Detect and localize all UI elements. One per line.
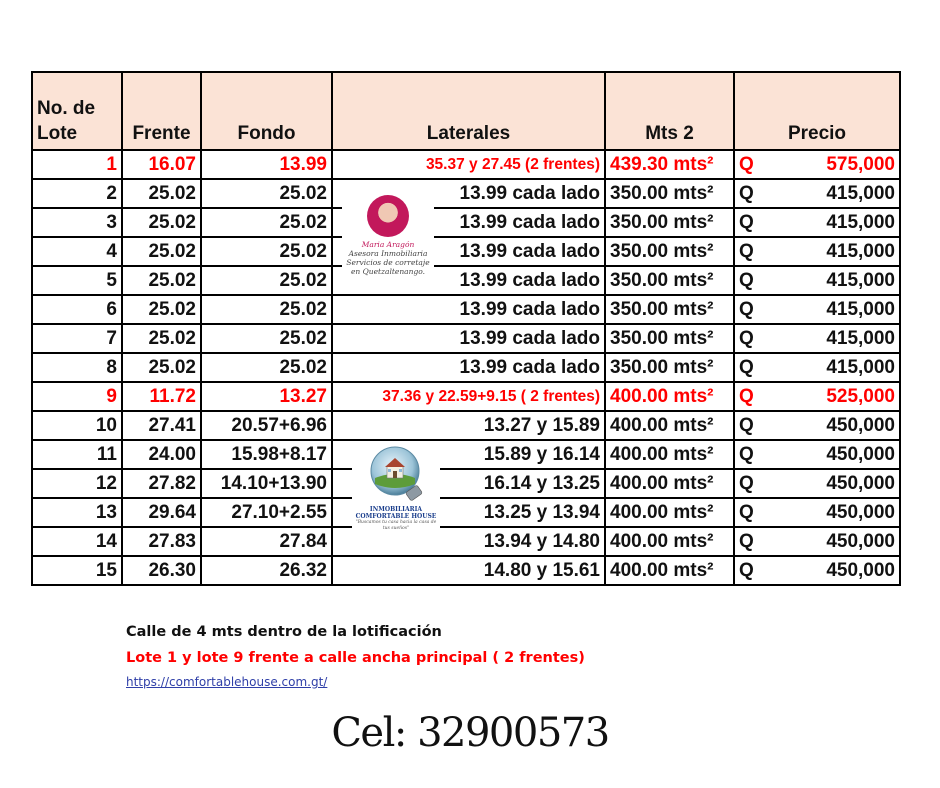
agent-avatar [367,195,409,237]
cell-fondo: 25.02 [201,353,332,382]
table-row [32,498,900,527]
cell-mts: 350.00 mts² [605,208,734,237]
cell-precio [734,324,900,353]
agent-line1: Asesora Inmobiliaria [348,249,428,258]
cell-laterales: 13.99 cada lado [332,324,605,353]
note-street: Calle de 4 mts dentro de la lotificación [126,624,442,640]
cell-frente: 16.07 [122,150,201,179]
company-logo [352,444,440,532]
cell-frente: 26.30 [122,556,201,585]
cell-frente: 25.02 [122,179,201,208]
cell-precio [734,527,900,556]
cell-laterales: 13.99 cada lado [332,266,605,295]
cell-frente: 27.82 [122,469,201,498]
cell-mts: 400.00 mts² [605,556,734,585]
logo-slogan: "Buscamos tu casa hacia la casa de tus sueños" [355,520,437,531]
cell-mts: 400.00 mts² [605,382,734,411]
header-frente: Frente [122,72,201,150]
cell-laterales: 13.25 y 13.94 [332,498,605,527]
cell-fondo: 14.10+13.90 [201,469,332,498]
cell-laterales: 13.99 cada lado [332,179,605,208]
cell-precio [734,440,900,469]
table-row [32,324,900,353]
website-link[interactable]: https://comfortablehouse.com.gt/ [126,675,328,689]
table-row [32,382,900,411]
cell-lote: 13 [32,498,122,527]
cell-laterales: 13.99 cada lado [332,237,605,266]
cell-mts: 350.00 mts² [605,353,734,382]
cell-mts: 439.30 mts² [605,150,734,179]
cell-fondo: 20.57+6.96 [201,411,332,440]
table-row [32,295,900,324]
agent-name: Maria Aragón [361,240,415,249]
cell-precio [734,150,900,179]
currency-symbol: Q [739,154,754,175]
note-frontage: Lote 1 y lote 9 frente a calle ancha principal ( 2 frentes) [126,650,585,666]
table-row [32,266,900,295]
currency-symbol: Q [739,444,754,465]
cell-mts: 400.00 mts² [605,411,734,440]
cell-precio [734,411,900,440]
currency-symbol: Q [739,473,754,494]
currency-symbol: Q [739,299,754,320]
cell-frente: 25.02 [122,353,201,382]
cell-mts: 350.00 mts² [605,179,734,208]
price-amount: 415,000 [826,270,895,291]
table-row [32,527,900,556]
table-row [32,150,900,179]
table-body [32,150,900,585]
phone-number: Cel: 32900573 [331,710,609,756]
header-lote: No. de Lote [32,72,122,150]
lots-table [31,71,901,586]
price-amount: 415,000 [826,357,895,378]
cell-mts: 400.00 mts² [605,498,734,527]
cell-mts: 400.00 mts² [605,469,734,498]
cell-lote: 11 [32,440,122,469]
cell-mts: 350.00 mts² [605,266,734,295]
cell-fondo: 13.99 [201,150,332,179]
cell-frente: 27.83 [122,527,201,556]
cell-fondo: 25.02 [201,179,332,208]
header-mts: Mts 2 [605,72,734,150]
cell-fondo: 25.02 [201,237,332,266]
cell-mts: 350.00 mts² [605,295,734,324]
cell-laterales: 13.99 cada lado [332,353,605,382]
price-amount: 450,000 [826,473,895,494]
price-amount: 525,000 [826,386,895,407]
cell-lote: 9 [32,382,122,411]
currency-symbol: Q [739,415,754,436]
table-row [32,440,900,469]
currency-symbol: Q [739,560,754,581]
cell-frente: 25.02 [122,295,201,324]
cell-fondo: 27.84 [201,527,332,556]
cell-lote: 12 [32,469,122,498]
table-header-row [32,72,900,150]
cell-mts: 400.00 mts² [605,527,734,556]
header-precio: Precio [734,72,900,150]
currency-symbol: Q [739,502,754,523]
lightbulb-house-icon [361,444,431,506]
cell-laterales: 13.99 cada lado [332,295,605,324]
cell-precio [734,353,900,382]
cell-frente: 25.02 [122,266,201,295]
currency-symbol: Q [739,357,754,378]
price-amount: 450,000 [826,415,895,436]
cell-fondo: 27.10+2.55 [201,498,332,527]
cell-frente: 29.64 [122,498,201,527]
cell-precio [734,208,900,237]
currency-symbol: Q [739,212,754,233]
table-row [32,179,900,208]
table-row [32,411,900,440]
cell-fondo: 25.02 [201,295,332,324]
price-amount: 575,000 [826,154,895,175]
cell-frente: 25.02 [122,208,201,237]
notes [126,619,585,693]
cell-lote: 5 [32,266,122,295]
agent-badge [342,195,434,276]
cell-fondo: 13.27 [201,382,332,411]
price-amount: 415,000 [826,241,895,262]
agent-line3: en Quetzaltenango. [350,267,426,276]
cell-mts: 350.00 mts² [605,237,734,266]
price-amount: 450,000 [826,531,895,552]
cell-laterales: 35.37 y 27.45 (2 frentes) [332,150,605,179]
cell-lote: 8 [32,353,122,382]
price-amount: 450,000 [826,444,895,465]
cell-laterales: 13.99 cada lado [332,208,605,237]
cell-frente: 25.02 [122,237,201,266]
cell-lote: 6 [32,295,122,324]
cell-fondo: 25.02 [201,208,332,237]
agent-line2: Servicios de corretaje [346,258,430,267]
cell-laterales: 13.94 y 14.80 [332,527,605,556]
currency-symbol: Q [739,328,754,349]
table-row [32,237,900,266]
cell-precio [734,266,900,295]
cell-mts: 400.00 mts² [605,440,734,469]
cell-fondo: 26.32 [201,556,332,585]
currency-symbol: Q [739,386,754,407]
header-laterales: Laterales [332,72,605,150]
cell-lote: 15 [32,556,122,585]
price-amount: 415,000 [826,183,895,204]
cell-lote: 1 [32,150,122,179]
cell-precio [734,237,900,266]
price-amount: 415,000 [826,299,895,320]
cell-lote: 14 [32,527,122,556]
cell-fondo: 25.02 [201,324,332,353]
cell-laterales: 15.89 y 16.14 [332,440,605,469]
logo-line2: COMFORTABLE HOUSE [355,513,437,520]
cell-precio [734,498,900,527]
currency-symbol: Q [739,270,754,291]
table-row [32,469,900,498]
cell-frente: 27.41 [122,411,201,440]
cell-precio [734,295,900,324]
cell-frente: 24.00 [122,440,201,469]
currency-symbol: Q [739,531,754,552]
table-row [32,353,900,382]
logo-line1: INMOBILIARIA [369,506,423,513]
currency-symbol: Q [739,241,754,262]
currency-symbol: Q [739,183,754,204]
lots-sheet [31,71,901,586]
cell-lote: 2 [32,179,122,208]
cell-lote: 3 [32,208,122,237]
cell-precio [734,382,900,411]
cell-precio [734,179,900,208]
cell-lote: 7 [32,324,122,353]
cell-precio [734,469,900,498]
price-amount: 450,000 [826,560,895,581]
cell-lote: 10 [32,411,122,440]
cell-precio [734,556,900,585]
table-row [32,208,900,237]
table-row [32,556,900,585]
price-amount: 415,000 [826,328,895,349]
cell-frente: 25.02 [122,324,201,353]
header-fondo: Fondo [201,72,332,150]
cell-laterales: 37.36 y 22.59+9.15 ( 2 frentes) [332,382,605,411]
cell-frente: 11.72 [122,382,201,411]
price-amount: 450,000 [826,502,895,523]
cell-lote: 4 [32,237,122,266]
price-amount: 415,000 [826,212,895,233]
cell-fondo: 15.98+8.17 [201,440,332,469]
cell-fondo: 25.02 [201,266,332,295]
agent-info [342,240,434,276]
cell-mts: 350.00 mts² [605,324,734,353]
cell-laterales: 13.27 y 15.89 [332,411,605,440]
cell-laterales: 14.80 y 15.61 [332,556,605,585]
cell-laterales: 16.14 y 13.25 [332,469,605,498]
